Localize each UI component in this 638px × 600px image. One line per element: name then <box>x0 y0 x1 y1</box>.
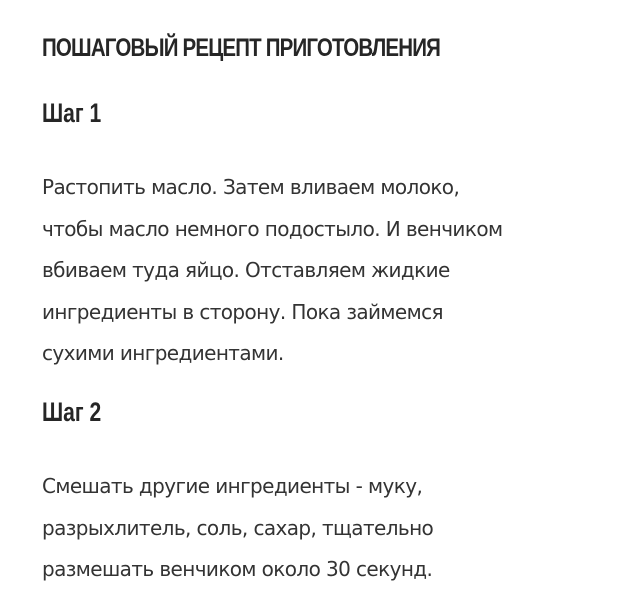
step-1-text-line: ингредиенты в сторону. Пока займемся <box>42 299 443 324</box>
step-1-text-line: Растопить масло. Затем вливаем молоко, <box>42 175 460 199</box>
step-1-text-line: вбиваем туда яйцо. Отставляем жидкие <box>42 258 450 282</box>
step-1-heading: Шаг 1 <box>42 98 102 128</box>
step-2-text-line: Смешать другие ингредиенты - муку, <box>42 474 423 498</box>
step-1-text-line: чтобы масло немного подостыло. И венчиком <box>42 216 503 241</box>
step-2-text <box>42 466 602 591</box>
step-2-text-line: разрыхлитель, соль, сахар, тщательно <box>42 515 434 540</box>
step-1-text-line: сухими ингредиентами. <box>42 341 284 365</box>
step-2-text-line: размешать венчиком около 30 секунд. <box>42 557 433 581</box>
recipe-title: ПОШАГОВЫЙ РЕЦЕПТ ПРИГОТОВЛЕНИЯ <box>42 34 441 62</box>
step-2-heading: Шаг 2 <box>42 397 102 427</box>
step-1-text <box>42 167 602 375</box>
